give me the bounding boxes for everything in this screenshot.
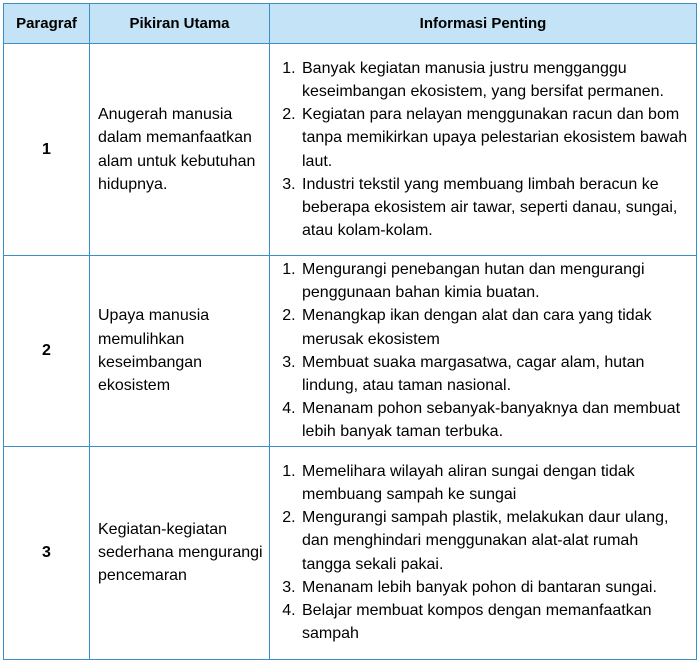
list-item: 4. Belajar membuat kompos dengan memanfaatkan sampah (300, 599, 690, 645)
info-list (278, 57, 690, 243)
list-item: 3. Industri tekstil yang membuang limbah beracun ke beberapa ekosistem air tawar, seperti danau, sungai, atau kolam-kolam. (300, 173, 690, 243)
header-main-idea: Pikiran Utama (90, 4, 270, 44)
paragraph-number: 3 (4, 446, 90, 659)
table-row (4, 446, 697, 659)
list-item: 2. Kegiatan para nelayan menggunakan racun dan bom tanpa memikirkan upaya pelestarian ekosistem bawah laut. (300, 103, 690, 173)
list-item: 1. Mengurangi penebangan hutan dan mengurangi penggunaan bahan kimia buatan. (300, 258, 690, 304)
table-row (4, 44, 697, 256)
list-item: 1. Memelihara wilayah aliran sungai dengan tidak membuang sampah ke sungai (300, 460, 690, 506)
table-row (4, 256, 697, 447)
list-item: 2. Menangkap ikan dengan alat dan cara yang tidak merusak ekosistem (300, 304, 690, 350)
info-list (278, 258, 690, 444)
important-info-cell (270, 256, 697, 447)
summary-table (3, 3, 697, 660)
list-item: 3. Membuat suaka margasatwa, cagar alam, hutan lindung, atau taman nasional. (300, 351, 690, 397)
info-list (278, 460, 690, 646)
header-important-info: Informasi Penting (270, 4, 697, 44)
paragraph-number: 2 (4, 256, 90, 447)
header-row (4, 4, 697, 44)
list-item: 3. Menanam lebih banyak pohon di bantaran sungai. (300, 576, 690, 599)
list-item: 1. Banyak kegiatan manusia justru mengganggu keseimbangan ekosistem, yang bersifat permanen. (300, 57, 690, 103)
paragraph-number: 1 (4, 44, 90, 256)
list-item: 4. Menanam pohon sebanyak-banyaknya dan membuat lebih banyak taman terbuka. (300, 397, 690, 443)
main-idea-cell: Anugerah manusia dalam memanfaatkan alam untuk kebutuhan hidupnya. (90, 44, 270, 256)
main-idea-cell: Upaya manusia memulihkan keseimbangan ekosistem (90, 256, 270, 447)
main-idea-cell: Kegiatan-kegiatan sederhana mengurangi pencemaran (90, 446, 270, 659)
header-paragraph: Paragraf (4, 4, 90, 44)
list-item: 2. Mengurangi sampah plastik, melakukan daur ulang, dan menghindari menggunakan alat-alat rumah tangga sekali pakai. (300, 506, 690, 576)
important-info-cell (270, 44, 697, 256)
important-info-cell (270, 446, 697, 659)
